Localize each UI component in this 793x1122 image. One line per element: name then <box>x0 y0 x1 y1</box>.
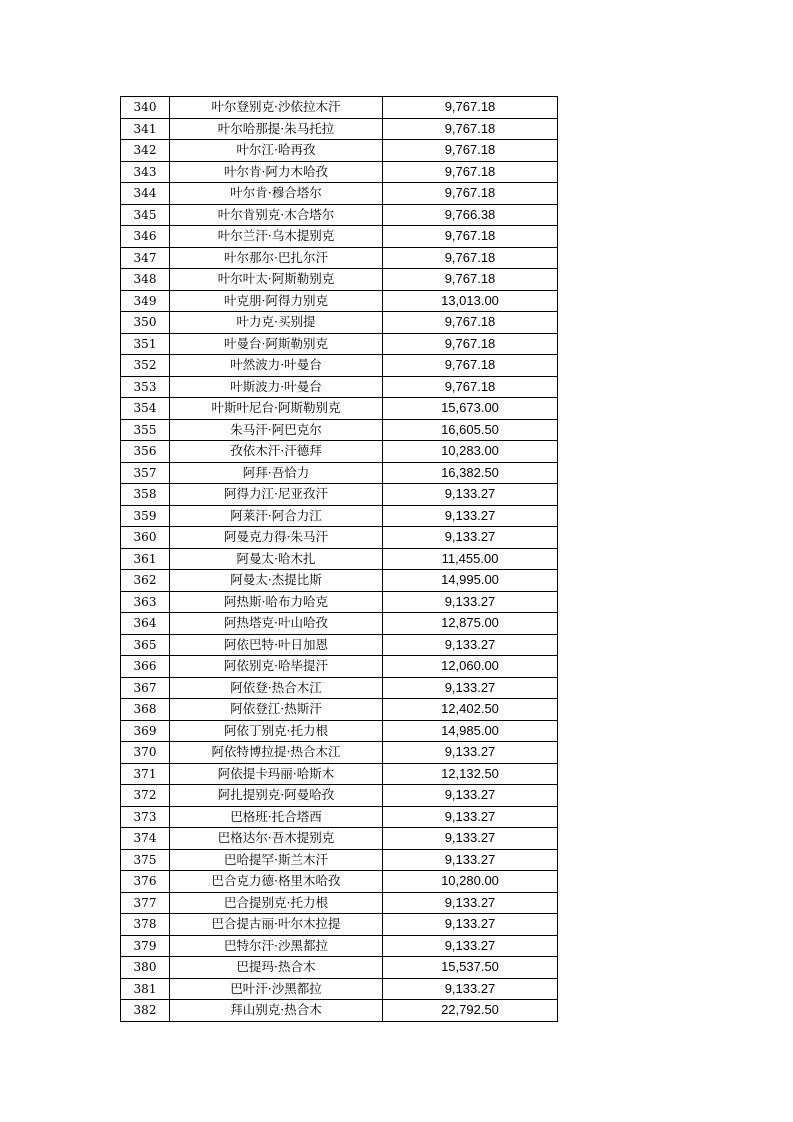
name-cell: 阿得力江·尼亚孜汗 <box>170 484 383 506</box>
table-row <box>121 290 558 312</box>
row-number-cell: 378 <box>121 914 170 936</box>
table-row <box>121 613 558 635</box>
table-row <box>121 376 558 398</box>
name-cell: 巴合提别克·托力根 <box>170 892 383 914</box>
amount-cell: 9,133.27 <box>383 505 558 527</box>
name-cell: 巴叶汗·沙黑都拉 <box>170 978 383 1000</box>
table-row <box>121 892 558 914</box>
amount-cell: 9,767.18 <box>383 140 558 162</box>
name-cell: 阿热塔克·叶山哈孜 <box>170 613 383 635</box>
name-cell: 叶力克·买别提 <box>170 312 383 334</box>
table-row <box>121 226 558 248</box>
name-cell: 巴哈提罕·斯兰木汗 <box>170 849 383 871</box>
amount-cell: 15,537.50 <box>383 957 558 979</box>
amount-cell: 16,382.50 <box>383 462 558 484</box>
amount-cell: 9,767.18 <box>383 183 558 205</box>
table-row <box>121 462 558 484</box>
row-number-cell: 359 <box>121 505 170 527</box>
table-row <box>121 720 558 742</box>
table-row <box>121 398 558 420</box>
table-row <box>121 699 558 721</box>
table-row <box>121 849 558 871</box>
table-row <box>121 935 558 957</box>
table-row <box>121 247 558 269</box>
table-row <box>121 269 558 291</box>
name-cell: 叶曼台·阿斯勒别克 <box>170 333 383 355</box>
name-cell: 阿依丁别克·托力根 <box>170 720 383 742</box>
name-cell: 阿依别克·哈毕提汗 <box>170 656 383 678</box>
table-row <box>121 570 558 592</box>
amount-cell: 12,060.00 <box>383 656 558 678</box>
name-cell: 阿热斯·哈布力哈克 <box>170 591 383 613</box>
table-row <box>121 548 558 570</box>
table-row <box>121 505 558 527</box>
row-number-cell: 376 <box>121 871 170 893</box>
table-row <box>121 97 558 119</box>
table-row <box>121 527 558 549</box>
row-number-cell: 346 <box>121 226 170 248</box>
amount-cell: 9,133.27 <box>383 935 558 957</box>
row-number-cell: 371 <box>121 763 170 785</box>
amount-cell: 9,133.27 <box>383 484 558 506</box>
name-cell: 叶尔登别克·沙依拉木汗 <box>170 97 383 119</box>
row-number-cell: 367 <box>121 677 170 699</box>
table-row <box>121 785 558 807</box>
name-cell: 阿曼克力得·朱马汗 <box>170 527 383 549</box>
amount-cell: 14,995.00 <box>383 570 558 592</box>
row-number-cell: 381 <box>121 978 170 1000</box>
table-row <box>121 161 558 183</box>
name-cell: 巴提玛·热合木 <box>170 957 383 979</box>
name-cell: 叶尔肯·阿力木哈孜 <box>170 161 383 183</box>
table-row <box>121 763 558 785</box>
table-row <box>121 634 558 656</box>
amount-cell: 9,767.18 <box>383 118 558 140</box>
table-row <box>121 828 558 850</box>
row-number-cell: 348 <box>121 269 170 291</box>
row-number-cell: 343 <box>121 161 170 183</box>
name-cell: 叶尔兰汗·乌木提别克 <box>170 226 383 248</box>
amount-cell: 9,766.38 <box>383 204 558 226</box>
name-cell: 叶尔那尔·巴扎尔汗 <box>170 247 383 269</box>
amount-cell: 12,875.00 <box>383 613 558 635</box>
row-number-cell: 341 <box>121 118 170 140</box>
amount-cell: 9,767.18 <box>383 312 558 334</box>
amount-cell: 9,133.27 <box>383 806 558 828</box>
row-number-cell: 379 <box>121 935 170 957</box>
name-cell: 阿拜·吾恰力 <box>170 462 383 484</box>
amount-cell: 15,673.00 <box>383 398 558 420</box>
table-row <box>121 183 558 205</box>
table-row <box>121 419 558 441</box>
amount-cell: 9,133.27 <box>383 634 558 656</box>
table-row <box>121 118 558 140</box>
name-cell: 巴合克力德·格里木哈孜 <box>170 871 383 893</box>
amount-cell: 9,767.18 <box>383 355 558 377</box>
name-cell: 阿曼太·哈木扎 <box>170 548 383 570</box>
table-row <box>121 978 558 1000</box>
row-number-cell: 357 <box>121 462 170 484</box>
amount-cell: 12,402.50 <box>383 699 558 721</box>
amount-cell: 9,767.18 <box>383 269 558 291</box>
row-number-cell: 349 <box>121 290 170 312</box>
row-number-cell: 369 <box>121 720 170 742</box>
amount-cell: 22,792.50 <box>383 1000 558 1022</box>
table-row <box>121 204 558 226</box>
amount-cell: 16,605.50 <box>383 419 558 441</box>
row-number-cell: 368 <box>121 699 170 721</box>
amount-cell: 9,133.27 <box>383 828 558 850</box>
name-cell: 叶斯叶尼台·阿斯勒别克 <box>170 398 383 420</box>
amount-cell: 9,767.18 <box>383 161 558 183</box>
row-number-cell: 347 <box>121 247 170 269</box>
amount-cell: 9,133.27 <box>383 914 558 936</box>
name-cell: 叶斯波力·叶曼台 <box>170 376 383 398</box>
name-cell: 阿依特博拉提·热合木江 <box>170 742 383 764</box>
name-cell: 叶克朋·阿得力别克 <box>170 290 383 312</box>
row-number-cell: 372 <box>121 785 170 807</box>
payment-table-body <box>121 97 558 1022</box>
row-number-cell: 353 <box>121 376 170 398</box>
amount-cell: 9,133.27 <box>383 849 558 871</box>
name-cell: 孜依木汗·汗德拜 <box>170 441 383 463</box>
table-row <box>121 333 558 355</box>
name-cell: 叶尔叶太·阿斯勒别克 <box>170 269 383 291</box>
table-row <box>121 677 558 699</box>
name-cell: 叶然波力·叶曼台 <box>170 355 383 377</box>
row-number-cell: 374 <box>121 828 170 850</box>
name-cell: 阿依登江·热斯汗 <box>170 699 383 721</box>
name-cell: 拜山别克·热合木 <box>170 1000 383 1022</box>
name-cell: 巴格达尔·吾木提别克 <box>170 828 383 850</box>
amount-cell: 9,767.18 <box>383 333 558 355</box>
amount-cell: 9,133.27 <box>383 742 558 764</box>
amount-cell: 11,455.00 <box>383 548 558 570</box>
table-row <box>121 140 558 162</box>
table-row <box>121 312 558 334</box>
table-row <box>121 355 558 377</box>
amount-cell: 9,133.27 <box>383 785 558 807</box>
row-number-cell: 352 <box>121 355 170 377</box>
row-number-cell: 364 <box>121 613 170 635</box>
name-cell: 阿依巴特·叶日加恩 <box>170 634 383 656</box>
amount-cell: 9,133.27 <box>383 677 558 699</box>
row-number-cell: 345 <box>121 204 170 226</box>
row-number-cell: 361 <box>121 548 170 570</box>
row-number-cell: 365 <box>121 634 170 656</box>
row-number-cell: 350 <box>121 312 170 334</box>
amount-cell: 9,133.27 <box>383 591 558 613</box>
table-row <box>121 914 558 936</box>
row-number-cell: 370 <box>121 742 170 764</box>
name-cell: 阿曼太·杰提比斯 <box>170 570 383 592</box>
row-number-cell: 360 <box>121 527 170 549</box>
table-row <box>121 957 558 979</box>
amount-cell: 13,013.00 <box>383 290 558 312</box>
name-cell: 叶尔肯·穆合塔尔 <box>170 183 383 205</box>
row-number-cell: 342 <box>121 140 170 162</box>
amount-cell: 9,767.18 <box>383 376 558 398</box>
row-number-cell: 377 <box>121 892 170 914</box>
amount-cell: 9,767.18 <box>383 226 558 248</box>
name-cell: 巴合提古丽·叶尔木拉提 <box>170 914 383 936</box>
row-number-cell: 382 <box>121 1000 170 1022</box>
amount-cell: 9,767.18 <box>383 247 558 269</box>
amount-cell: 12,132.50 <box>383 763 558 785</box>
name-cell: 巴特尔汗·沙黑都拉 <box>170 935 383 957</box>
row-number-cell: 363 <box>121 591 170 613</box>
amount-cell: 9,133.27 <box>383 527 558 549</box>
payment-table <box>120 96 558 1022</box>
name-cell: 阿扎提别克·阿曼哈孜 <box>170 785 383 807</box>
row-number-cell: 340 <box>121 97 170 119</box>
table-row <box>121 871 558 893</box>
table-row <box>121 656 558 678</box>
name-cell: 巴格班·托合塔西 <box>170 806 383 828</box>
table-row <box>121 591 558 613</box>
table-row <box>121 742 558 764</box>
row-number-cell: 358 <box>121 484 170 506</box>
amount-cell: 14,985.00 <box>383 720 558 742</box>
row-number-cell: 366 <box>121 656 170 678</box>
row-number-cell: 355 <box>121 419 170 441</box>
name-cell: 阿莱汗·阿合力江 <box>170 505 383 527</box>
table-row <box>121 1000 558 1022</box>
row-number-cell: 375 <box>121 849 170 871</box>
amount-cell: 9,133.27 <box>383 892 558 914</box>
name-cell: 阿依提卡玛丽·哈斯木 <box>170 763 383 785</box>
name-cell: 阿依登·热合木江 <box>170 677 383 699</box>
name-cell: 朱马汗·阿巴克尔 <box>170 419 383 441</box>
name-cell: 叶尔肯别克·木合塔尔 <box>170 204 383 226</box>
row-number-cell: 362 <box>121 570 170 592</box>
amount-cell: 10,283.00 <box>383 441 558 463</box>
name-cell: 叶尔江·哈再孜 <box>170 140 383 162</box>
row-number-cell: 344 <box>121 183 170 205</box>
row-number-cell: 354 <box>121 398 170 420</box>
amount-cell: 9,767.18 <box>383 97 558 119</box>
row-number-cell: 356 <box>121 441 170 463</box>
amount-cell: 10,280.00 <box>383 871 558 893</box>
row-number-cell: 380 <box>121 957 170 979</box>
row-number-cell: 373 <box>121 806 170 828</box>
table-row <box>121 484 558 506</box>
row-number-cell: 351 <box>121 333 170 355</box>
table-row <box>121 806 558 828</box>
amount-cell: 9,133.27 <box>383 978 558 1000</box>
name-cell: 叶尔哈那提·朱马托拉 <box>170 118 383 140</box>
table-row <box>121 441 558 463</box>
